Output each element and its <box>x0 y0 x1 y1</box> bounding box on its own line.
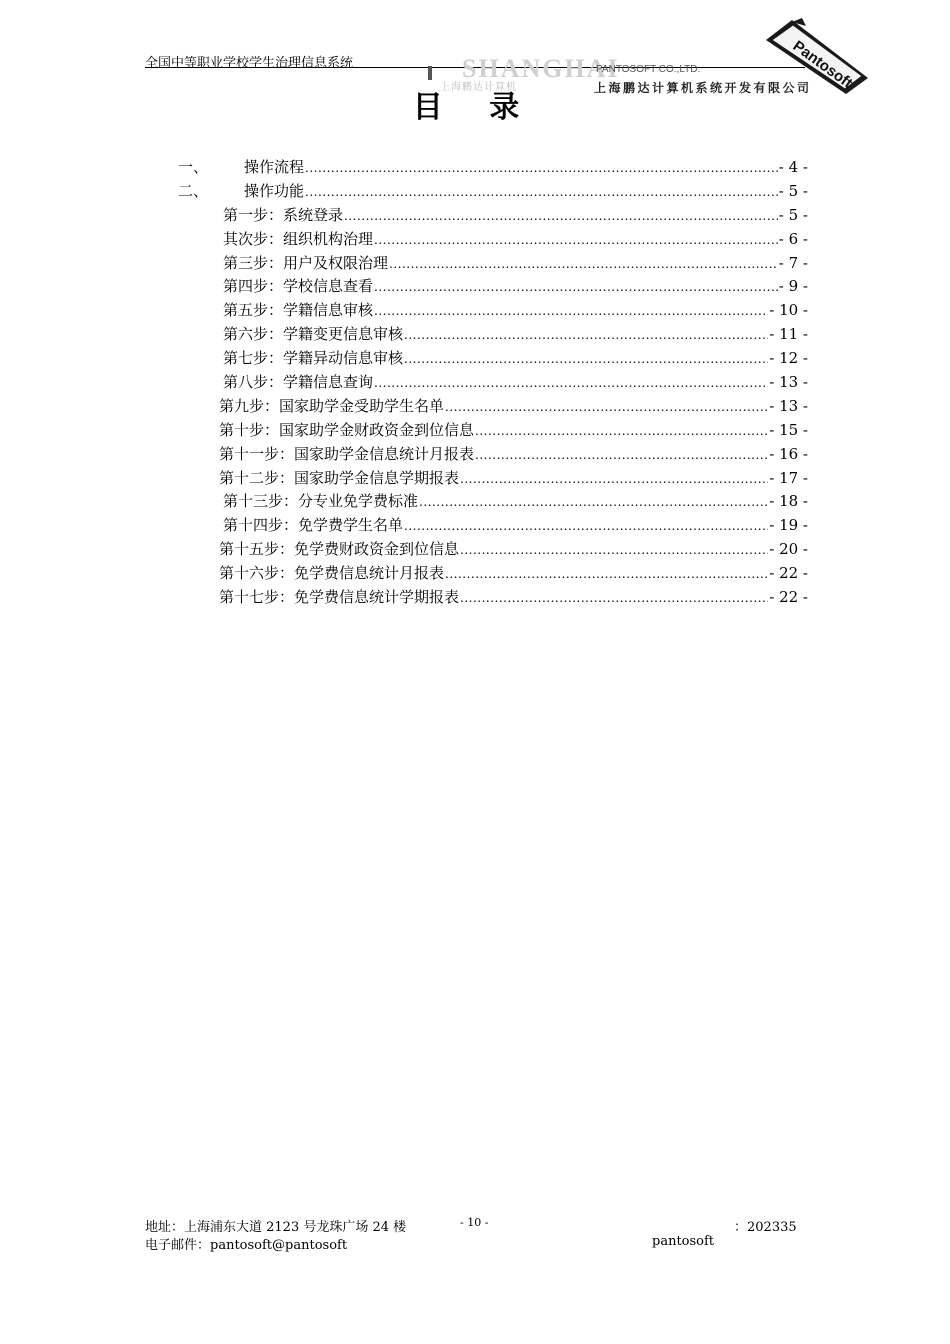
toc-leader-dots <box>475 424 768 438</box>
toc-entry-page: - 17 - <box>769 469 808 487</box>
toc-entry-operation-functions[interactable] <box>178 180 808 202</box>
toc-entry-step-10[interactable] <box>219 419 808 441</box>
toc-leader-dots <box>374 376 768 390</box>
toc-leader-dots <box>374 233 778 247</box>
toc-entry-page: - 5 - <box>778 206 808 224</box>
toc-entry-label: 第十三步：分专业免学费标准 <box>223 492 419 510</box>
toc-entry-label: 第十一步：国家助学金信息统计月报表 <box>219 445 475 463</box>
toc-entry-step-1[interactable] <box>223 204 808 226</box>
toc-entry-step-2[interactable] <box>223 228 808 250</box>
toc-entry-label: 第七步：学籍异动信息审核 <box>223 349 404 367</box>
toc-entry-step-11[interactable] <box>219 443 808 465</box>
toc-entry-label: 第三步：用户及权限治理 <box>223 254 389 272</box>
toc-leader-dots <box>404 519 768 533</box>
toc-entry-label: 第一步：系统登录 <box>223 206 344 224</box>
toc-entry-page: - 9 - <box>778 277 808 295</box>
company-name-en: PANTOSOFT CO.,LTD. <box>596 64 701 75</box>
toc-leader-dots <box>460 591 768 605</box>
watermark-shanghai: SHANGHAI <box>462 54 620 83</box>
toc-entry-page: - 6 - <box>778 230 808 248</box>
toc-entry-page: - 19 - <box>769 516 808 534</box>
header-system-title: 全国中等职业学校学生治理信息系统 <box>145 56 354 71</box>
toc-entry-step-5[interactable] <box>223 299 808 321</box>
footer-email: 电子邮件：pantosoft@pantosoft <box>145 1238 348 1253</box>
toc-entry-label: 操作功能 <box>244 182 305 200</box>
toc-entry-page: - 10 - <box>769 301 808 319</box>
watermark-bar <box>428 66 432 80</box>
toc-entry-page: - 5 - <box>778 182 808 200</box>
toc-entry-step-15[interactable] <box>219 538 808 560</box>
toc-entry-label: 第十步：国家助学金财政资金到位信息 <box>219 421 475 439</box>
footer-website: pantosoft <box>652 1234 715 1249</box>
toc-leader-dots <box>344 209 778 223</box>
toc-leader-dots <box>460 543 768 557</box>
toc-leader-dots <box>475 448 768 462</box>
toc-leader-dots <box>374 304 768 318</box>
toc-leader-dots <box>305 185 778 199</box>
toc-entry-step-17[interactable] <box>219 586 808 608</box>
toc-entry-step-6[interactable] <box>223 323 808 345</box>
toc-entry-label: 其次步：组织机构治理 <box>223 230 374 248</box>
toc-entry-number: 一、 <box>178 158 209 176</box>
toc-entry-label: 操作流程 <box>244 158 305 176</box>
toc-entry-page: - 18 - <box>769 492 808 510</box>
toc-entry-operation-flow[interactable] <box>178 156 808 178</box>
toc-entry-step-16[interactable] <box>219 562 808 584</box>
toc-entry-page: - 13 - <box>769 397 808 415</box>
toc-leader-dots <box>305 161 778 175</box>
toc-entry-step-7[interactable] <box>223 347 808 369</box>
toc-leader-dots <box>419 495 768 509</box>
toc-entry-page: - 11 - <box>769 325 808 343</box>
toc-leader-dots <box>460 472 768 486</box>
toc-entry-label: 第五步：学籍信息审核 <box>223 301 374 319</box>
toc-leader-dots <box>445 567 768 581</box>
toc-entry-page: - 7 - <box>778 254 808 272</box>
toc-entry-label: 第十五步：免学费财政资金到位信息 <box>219 540 460 558</box>
toc-leader-dots <box>404 328 768 342</box>
toc-entry-page: - 13 - <box>769 373 808 391</box>
toc-entry-page: - 22 - <box>769 564 808 582</box>
toc-entry-label: 第十六步：免学费信息统计月报表 <box>219 564 445 582</box>
toc-entry-label: 第十四步：免学费学生名单 <box>223 516 404 534</box>
toc-entry-page: - 15 - <box>769 421 808 439</box>
toc-entry-label: 第六步：学籍变更信息审核 <box>223 325 404 343</box>
toc-entry-step-13[interactable] <box>223 490 808 512</box>
footer-address: 地址：上海浦东大道 2123 号龙珠广场 24 楼 <box>145 1220 407 1235</box>
watermark-small-text: 上海鹏达计算机 <box>440 82 517 93</box>
toc-entry-step-14[interactable] <box>223 514 808 536</box>
toc-entry-step-8[interactable] <box>223 371 808 393</box>
toc-entry-page: - 12 - <box>769 349 808 367</box>
company-name-cn: 上海鹏达计算机系统开发有限公司 <box>594 81 812 95</box>
toc-leader-dots <box>404 352 768 366</box>
toc-entry-page: - 22 - <box>769 588 808 606</box>
toc-leader-dots <box>389 257 778 271</box>
toc-leader-dots <box>445 400 768 414</box>
toc-entry-label: 第四步：学校信息查看 <box>223 277 374 295</box>
toc-entry-number: 二、 <box>178 182 209 200</box>
footer-postcode: ：202335 <box>734 1220 797 1235</box>
toc-entry-step-4[interactable] <box>223 275 808 297</box>
logo-text: Pantosoft <box>789 37 856 92</box>
toc-entry-step-12[interactable] <box>219 467 808 489</box>
toc-entry-page: - 20 - <box>769 540 808 558</box>
footer-page-number: - 10 - <box>460 1216 489 1229</box>
toc-entry-step-3[interactable] <box>223 252 808 274</box>
toc-entry-step-9[interactable] <box>219 395 808 417</box>
toc-title: 目 录 <box>412 90 538 125</box>
toc-leader-dots <box>374 280 778 294</box>
toc-entry-page: - 16 - <box>769 445 808 463</box>
toc-entry-label: 第八步：学籍信息查询 <box>223 373 374 391</box>
toc-entry-label: 第九步：国家助学金受助学生名单 <box>219 397 445 415</box>
toc-entry-page: - 4 - <box>778 158 808 176</box>
toc-entry-label: 第十七步：免学费信息统计学期报表 <box>219 588 460 606</box>
toc-entry-label: 第十二步：国家助学金信息学期报表 <box>219 469 460 487</box>
